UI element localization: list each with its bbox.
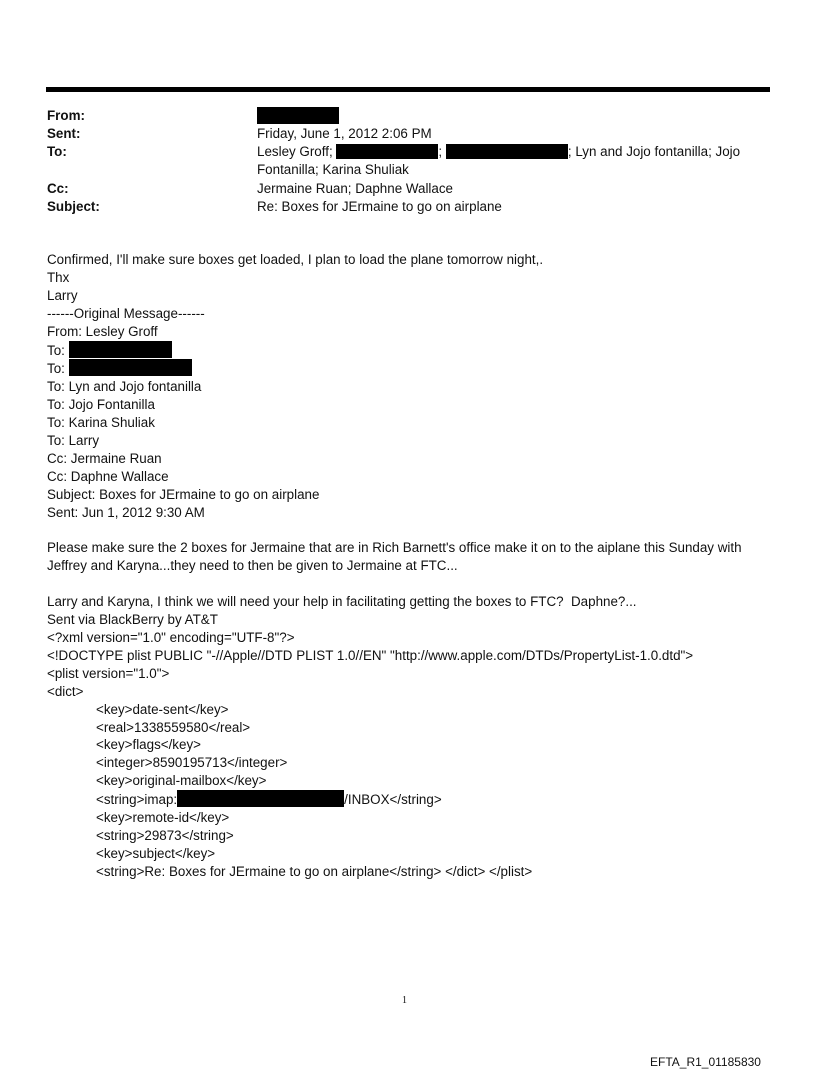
body-line: Sent via BlackBerry by AT&T — [47, 612, 218, 628]
redaction-block — [336, 144, 438, 159]
body-line: Sent: Jun 1, 2012 9:30 AM — [47, 504, 205, 520]
cc-label: Cc: — [47, 181, 69, 196]
xml-line: <string>29873</string> — [96, 827, 234, 843]
body-line: Thx — [47, 269, 70, 285]
subject-label: Subject: — [47, 199, 100, 214]
redaction-block — [257, 107, 339, 124]
subject-value: Re: Boxes for JErmaine to go on airplane — [257, 199, 502, 214]
xml-line: <plist version="1.0"> — [47, 665, 170, 681]
from-label: From: — [47, 108, 85, 123]
body-line: Larry and Karyna, I think we will need your help in facilitating getting the boxes to FTC? Daphne?... — [47, 594, 637, 610]
xml-string-suffix: /INBOX</string> — [344, 792, 442, 808]
body-line: To: Jojo Fontanilla — [47, 397, 155, 413]
to-sep: ; — [438, 144, 443, 159]
to-part-2: ; Lyn and Jojo fontanilla; Jojo — [567, 144, 741, 159]
to-prefix: To: — [47, 342, 65, 358]
redaction-block — [69, 359, 192, 376]
xml-line: <!DOCTYPE plist PUBLIC "-//Apple//DTD PLIST 1.0//EN" "http://www.apple.com/DTDs/PropertyList-1.0.dtd"> — [47, 647, 694, 663]
to-part-1: Lesley Groff; — [257, 144, 333, 159]
xml-line: <key>date-sent</key> — [96, 701, 229, 717]
sent-label: Sent: — [47, 126, 81, 141]
body-line: From: Lesley Groff — [47, 323, 158, 339]
spacer — [47, 575, 772, 593]
xml-line: <key>subject</key> — [96, 845, 216, 861]
redaction-block — [69, 341, 172, 358]
original-message-separator: ------Original Message------ — [47, 305, 205, 321]
email-body — [47, 251, 772, 881]
xml-line: <?xml version="1.0" encoding="UTF-8"?> — [47, 630, 295, 645]
to-value-line-2: Fontanilla; Karina Shuliak — [257, 162, 409, 177]
xml-line: <key>remote-id</key> — [96, 810, 230, 826]
sent-value: Friday, June 1, 2012 2:06 PM — [257, 126, 432, 141]
page-number: 1 — [402, 995, 407, 1006]
xml-line: <key>original-mailbox</key> — [96, 773, 267, 789]
body-line: To: Lyn and Jojo fontanilla — [47, 379, 202, 395]
body-line: Jeffrey and Karyna...they need to then be given to Jermaine at FTC... — [47, 558, 458, 574]
body-line: To: Larry — [47, 433, 100, 449]
body-line — [47, 341, 772, 360]
to-value — [257, 143, 767, 161]
xml-line: <key>flags</key> — [96, 737, 201, 753]
xml-line: <integer>8590195713</integer> — [96, 755, 288, 771]
cc-value: Jermaine Ruan; Daphne Wallace — [257, 181, 454, 196]
body-line: Subject: Boxes for JErmaine to go on airplane — [47, 486, 320, 502]
xml-line: <real>1338559580</real> — [96, 719, 251, 735]
xml-line: <dict> — [47, 683, 84, 699]
body-line: To: Karina Shuliak — [47, 415, 155, 431]
document-id-footer: EFTA_R1_01185830 — [650, 1055, 761, 1069]
body-line: Cc: Jermaine Ruan — [47, 450, 162, 466]
header-rule — [46, 87, 770, 92]
body-line: Please make sure the 2 boxes for Jermaine that are in Rich Barnett's office make it on to the aiplane this Sunday with — [47, 540, 742, 556]
spacer — [47, 522, 772, 540]
redaction-block — [177, 790, 344, 807]
body-line — [47, 359, 772, 378]
xml-line: <string>Re: Boxes for JErmaine to go on airplane</string> </dict> </plist> — [96, 863, 533, 879]
redaction-block — [446, 144, 568, 159]
xml-line — [47, 790, 772, 809]
to-prefix: To: — [47, 361, 65, 377]
body-line: Larry — [47, 287, 78, 303]
to-label: To: — [47, 144, 67, 159]
body-line: Confirmed, I'll make sure boxes get loaded, I plan to load the plane tomorrow night,. — [47, 252, 544, 267]
body-line: Cc: Daphne Wallace — [47, 468, 169, 484]
xml-string-prefix: <string>imap: — [96, 792, 178, 808]
from-value — [257, 107, 767, 126]
